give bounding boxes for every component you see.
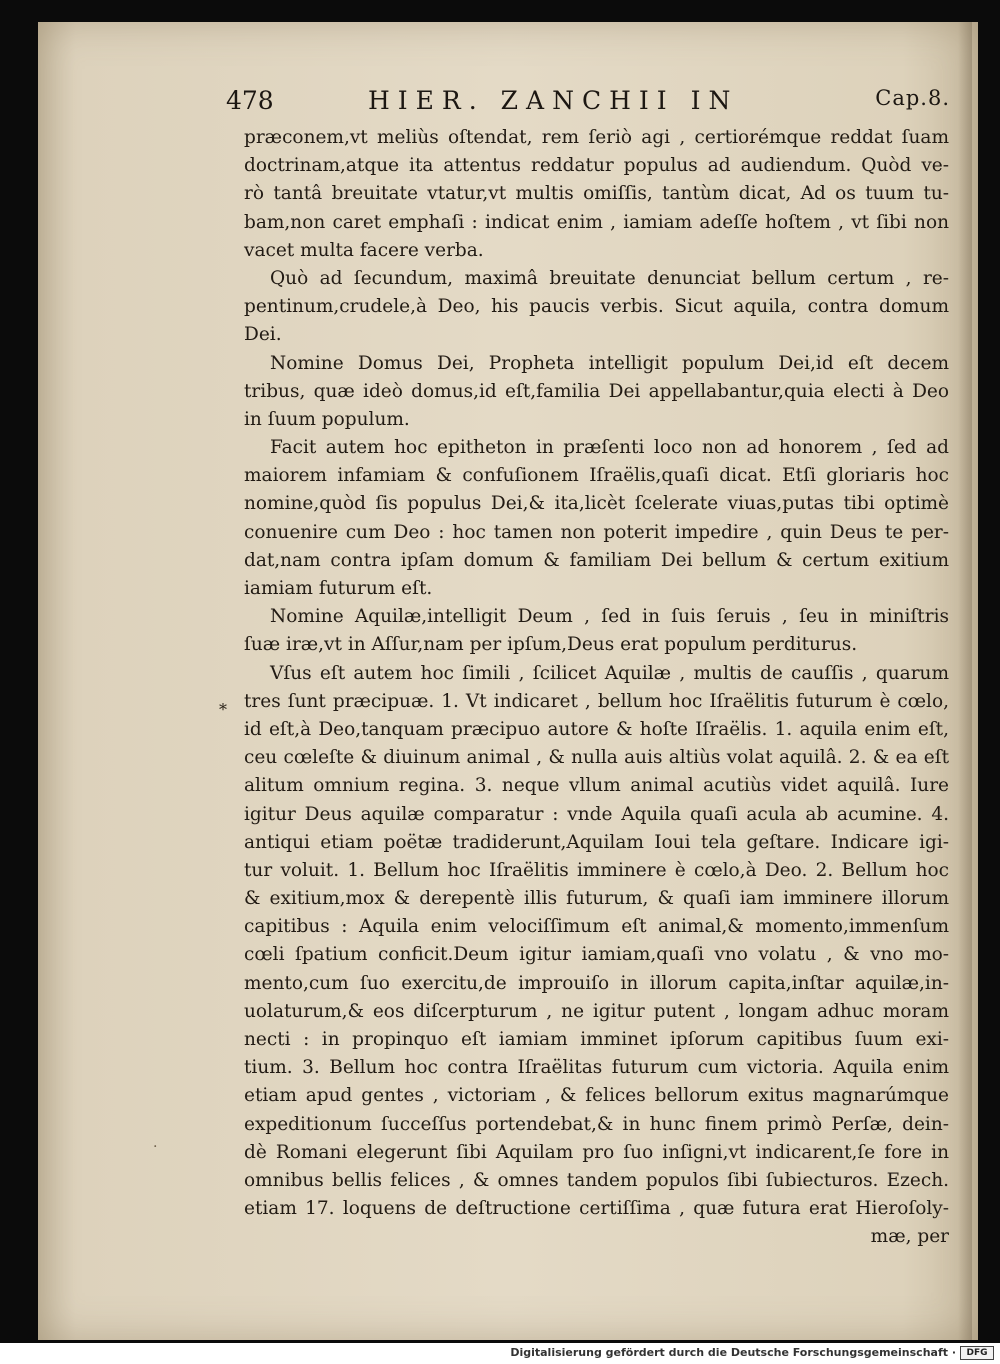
text-line: necti : in propinquo eſt iamiam imminet ipſorum capitibus ſuum exi-: [244, 1029, 949, 1050]
text-line: vacet multa facere verba.: [244, 239, 484, 261]
text-line: Nomine Domus Dei, Propheta intelligit populum Dei,id eſt decem: [270, 352, 949, 374]
text-line: in ſuum populum.: [244, 408, 410, 430]
text-line: præconem,vt meliùs oſtendat, rem ſeriò agi , certiorémque reddat ſuam: [244, 127, 949, 148]
text-line: conuenire cum Deo : hoc tamen non poterit impedire , quin Deus te per-: [244, 521, 949, 543]
text-line: bam,non caret emphaſi : indicat enim , iamiam adeſſe hoſtem , vt ſibi non: [244, 211, 949, 233]
text-line: Facit autem hoc epitheton in præſenti loco non ad honorem , ſed ad: [270, 437, 949, 459]
text-line: tium. 3. Bellum hoc contra Iſraëlitas futurum cum victoria. Aquila enim: [244, 1057, 949, 1079]
running-title: HIER. ZANCHII IN: [368, 86, 739, 115]
text-line: maiorem infamiam & confuſionem Iſraëlis,quaſi dicat. Etſi gloriaris hoc: [244, 465, 949, 487]
chapter-label: Cap.8.: [875, 86, 950, 110]
text-line: igitur Deus aquilæ comparatur : vnde Aquila quaſi acula ab acumine. 4.: [244, 803, 949, 825]
text-line: rò tantâ breuitate vtatur,vt multis omiſſis, tantùm dicat, Ad os tuum tu-: [244, 183, 949, 205]
text-line: dè Romani elegerunt ſibi Aquilam pro ſuo inſigni,vt indicarent,ſe fore in: [244, 1141, 949, 1163]
funding-credit: Digitalisierung gefördert durch die Deutsche Forschungsgemeinschaft ·: [510, 1346, 956, 1359]
text-line: ceu cœleſte & diuinum animal , & nulla auis altiùs volat aquilâ. 2. & ea eſt: [244, 747, 949, 769]
footer-bar: [0, 1343, 1000, 1364]
text-line: dat,nam contra ipſam domum & familiam Dei bellum & certum exitium: [244, 549, 949, 571]
text-line: uolaturum,& eos diſcerpturum , ne igitur putent , longam adhuc moram: [244, 1000, 949, 1022]
text-line: mento,cum ſuo exercitu,de improuiſo in illorum capita,inſtar aquilæ,in-: [244, 972, 949, 994]
text-line: id eſt,à Deo,tanquam præcipuo autore & hoſte Iſraëlis. 1. aquila enim eſt,: [244, 718, 949, 740]
text-line: Quò ad ſecundum, maximâ breuitate denunciat bellum certum , re-: [270, 267, 949, 289]
text-line: capitibus : Aquila enim velociſſimum eſt animal,& momento,immenſum: [244, 916, 949, 938]
text-line: etiam 17. loquens de deſtructione certiſſima , quæ futura erat Hieroſoly-: [244, 1198, 949, 1220]
page-header: [226, 86, 956, 122]
text-line: cœli ſpatium conficit.Deum igitur iamiam,quaſi vno volatu , & vno mo-: [244, 944, 949, 966]
text-line: alitum omnium regina. 3. neque vllum animal acutiùs videt aquilâ. Iure: [244, 775, 949, 797]
text-line: Dei.: [244, 324, 282, 346]
catchword: mæ, per: [870, 1226, 949, 1248]
dfg-logo-icon: DFG: [960, 1346, 994, 1360]
text-line: expeditionum ſucceſſus portendebat,& in hunc finem primò Perſæ, dein-: [244, 1113, 949, 1135]
text-line: doctrinam,atque ita attentus reddatur populus ad audiendum. Quòd ve-: [244, 155, 949, 177]
text-line: pentinum,crudele,à Deo, his paucis verbis. Sicut aquila, contra domum: [244, 296, 949, 318]
text-line: ſuæ iræ,vt in Aſſur,nam per ipſum,Deus erat populum perditurus.: [244, 634, 858, 656]
text-line: tur voluit. 1. Bellum hoc Iſraëlitis imminere è cœlo,à Deo. 2. Bellum hoc: [244, 859, 949, 881]
text-line: Nomine Aquilæ,intelligit Deum , ſed in ſuis ſeruis , ſeu in miniſtris: [270, 606, 949, 628]
text-line: etiam apud gentes , victoriam , & felices bellorum exitus magnarúmque: [244, 1085, 949, 1107]
text-line: tres ſunt præcipuæ. 1. Vt indicaret , bellum hoc Iſraëlitis futurum è cœlo,: [244, 690, 949, 712]
text-line: Vſus eſt autem hoc ſimili , ſcilicet Aquilæ , multis de cauſſis , quarum: [270, 662, 949, 684]
margin-dot: .: [153, 1135, 158, 1151]
text-line: omnibus bellis felices , & omnes tandem populos ſibi ſubiecturos. Ezech.: [244, 1169, 949, 1191]
margin-asterisk: *: [219, 700, 227, 719]
page-number: 478: [226, 86, 274, 115]
text-line: tribus, quæ ideò domus,id eſt,familia Dei appellabantur,quia electi à Deo: [244, 380, 949, 402]
text-line: nomine,quòd ſis populus Dei,& ita,licèt ſcelerate viuas,putas tibi optimè: [244, 493, 949, 515]
text-line: iamiam futurum eſt.: [244, 578, 433, 599]
text-body: [244, 124, 949, 1252]
text-line: & exitium,mox & derepentè illis futurum, & quaſi iam imminere illorum: [244, 888, 949, 910]
text-line: antiqui etiam poëtæ tradiderunt,Aquilam Ioui tela geſtare. Indicare igi-: [244, 831, 949, 853]
